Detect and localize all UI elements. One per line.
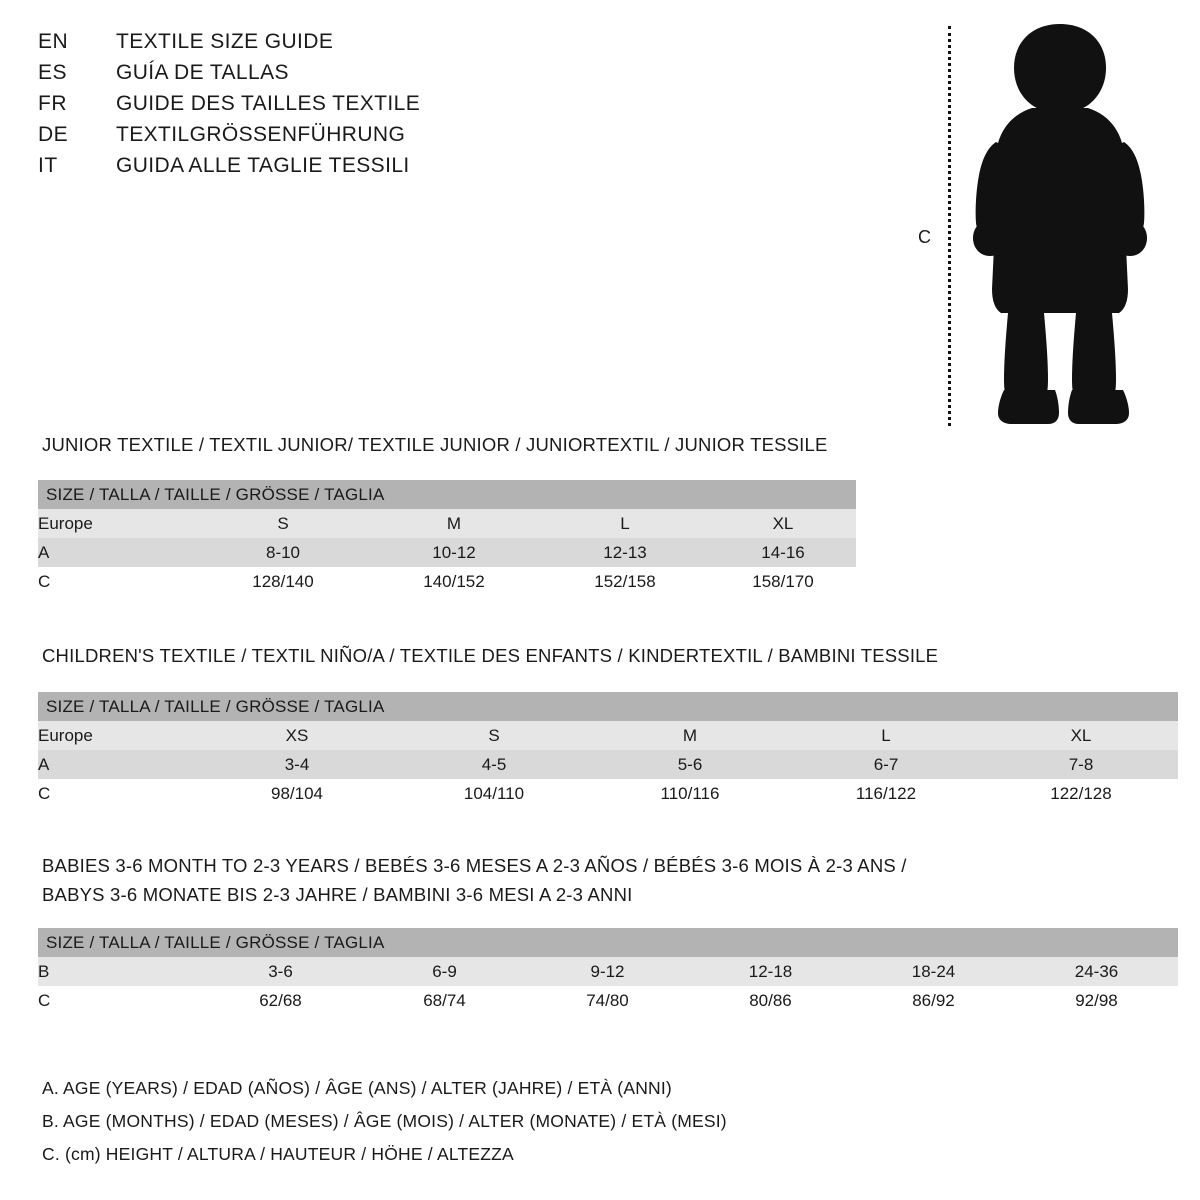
cell-value: 158/170 (710, 567, 856, 596)
cell-value: 6-7 (788, 750, 984, 779)
cell-value: 92/98 (1015, 986, 1178, 1015)
cell-value: 116/122 (788, 779, 984, 808)
cell-value: 62/68 (198, 986, 363, 1015)
height-measure-figure (900, 12, 1170, 432)
cell-value: 8-10 (198, 538, 368, 567)
language-row-es (38, 61, 658, 92)
children-size-table (38, 692, 1178, 808)
cell-value: 140/152 (368, 567, 540, 596)
cell-value: XL (984, 721, 1178, 750)
table-row (38, 750, 1178, 779)
section-title-children: CHILDREN'S TEXTILE / TEXTIL NIÑO/A / TEXTILE DES ENFANTS / KINDERTEXTIL / BAMBINI TESSILE (42, 645, 939, 666)
language-code: ES (38, 61, 68, 84)
babies-size-table (38, 928, 1178, 1015)
cell-value: 104/110 (396, 779, 592, 808)
cell-value: M (592, 721, 788, 750)
language-row-en (38, 30, 658, 61)
language-title: GUÍA DE TALLAS (116, 61, 289, 84)
language-row-de (38, 123, 658, 154)
cell-value: S (198, 509, 368, 538)
row-label: C (38, 567, 198, 596)
cell-value: 68/74 (363, 986, 526, 1015)
table-row (38, 567, 856, 596)
cell-value: 4-5 (396, 750, 592, 779)
row-label: B (38, 957, 198, 986)
legend-row-age-months: B. AGE (MONTHS) / EDAD (MESES) / ÂGE (MOIS) / ALTER (MONATE) / ETÀ (MESI) (42, 1111, 727, 1131)
measure-label-c: C (918, 227, 931, 247)
language-title: TEXTILE SIZE GUIDE (116, 30, 334, 53)
junior-size-table (38, 480, 856, 596)
cell-value: L (540, 509, 710, 538)
language-title: GUIDA ALLE TAGLIE TESSILI (116, 154, 410, 177)
cell-value: 10-12 (368, 538, 540, 567)
cell-value: 3-6 (198, 957, 363, 986)
band-label: SIZE / TALLA / TAILLE / GRÖSSE / TAGLIA (38, 480, 856, 509)
cell-value: 24-36 (1015, 957, 1178, 986)
section-title-babies-line1: BABIES 3-6 MONTH TO 2-3 YEARS / BEBÉS 3-6 MESES A 2-3 AÑOS / BÉBÉS 3-6 MOIS À 2-3 ANS / (42, 855, 907, 876)
table-row (38, 957, 1178, 986)
section-title-babies-line2: BABYS 3-6 MONATE BIS 2-3 JAHRE / BAMBINI 3-6 MESI A 2-3 ANNI (42, 883, 633, 905)
language-code: EN (38, 30, 69, 53)
cell-value: 74/80 (526, 986, 689, 1015)
child-silhouette-icon (960, 22, 1160, 432)
cell-value: 86/92 (852, 986, 1015, 1015)
band-label: SIZE / TALLA / TAILLE / GRÖSSE / TAGLIA (38, 692, 1178, 721)
cell-value: S (396, 721, 592, 750)
table-band-row (38, 480, 856, 509)
language-title-block (38, 30, 658, 185)
cell-value: XS (198, 721, 396, 750)
cell-value: 9-12 (526, 957, 689, 986)
language-row-fr (38, 92, 658, 123)
table-band-row (38, 928, 1178, 957)
cell-value: 12-13 (540, 538, 710, 567)
cell-value: 14-16 (710, 538, 856, 567)
row-label: A (38, 750, 198, 779)
row-label: C (38, 779, 198, 808)
language-row-it (38, 154, 658, 185)
band-label: SIZE / TALLA / TAILLE / GRÖSSE / TAGLIA (38, 928, 1178, 957)
cell-value: 152/158 (540, 567, 710, 596)
language-title: GUIDE DES TAILLES TEXTILE (116, 92, 421, 115)
cell-value: 3-4 (198, 750, 396, 779)
cell-value: 12-18 (689, 957, 852, 986)
cell-value: 110/116 (592, 779, 788, 808)
cell-value: 7-8 (984, 750, 1178, 779)
section-title-junior: JUNIOR TEXTILE / TEXTIL JUNIOR/ TEXTILE JUNIOR / JUNIORTEXTIL / JUNIOR TESSILE (42, 434, 828, 455)
cell-value: 128/140 (198, 567, 368, 596)
cell-value: L (788, 721, 984, 750)
legend-row-age-years: A. AGE (YEARS) / EDAD (AÑOS) / ÂGE (ANS) / ALTER (JAHRE) / ETÀ (ANNI) (42, 1078, 672, 1098)
table-row (38, 538, 856, 567)
cell-value: 98/104 (198, 779, 396, 808)
table-row (38, 986, 1178, 1015)
row-label: A (38, 538, 198, 567)
table-row (38, 721, 1178, 750)
legend-row-height: C. (cm) HEIGHT / ALTURA / HAUTEUR / HÖHE / ALTEZZA (42, 1144, 514, 1164)
cell-value: 80/86 (689, 986, 852, 1015)
language-code: IT (38, 154, 58, 177)
legend-block (42, 1072, 1042, 1171)
cell-value: XL (710, 509, 856, 538)
language-code: DE (38, 123, 69, 146)
table-row (38, 779, 1178, 808)
row-label: Europe (38, 721, 198, 750)
cell-value: 6-9 (363, 957, 526, 986)
row-label: Europe (38, 509, 198, 538)
row-label: C (38, 986, 198, 1015)
cell-value: 18-24 (852, 957, 1015, 986)
section-title-babies (42, 852, 1042, 909)
language-code: FR (38, 92, 67, 115)
cell-value: 5-6 (592, 750, 788, 779)
height-dotted-line (948, 26, 951, 426)
cell-value: M (368, 509, 540, 538)
cell-value: 122/128 (984, 779, 1178, 808)
table-band-row (38, 692, 1178, 721)
table-row (38, 509, 856, 538)
language-title: TEXTILGRÖSSENFÜHRUNG (116, 123, 406, 146)
